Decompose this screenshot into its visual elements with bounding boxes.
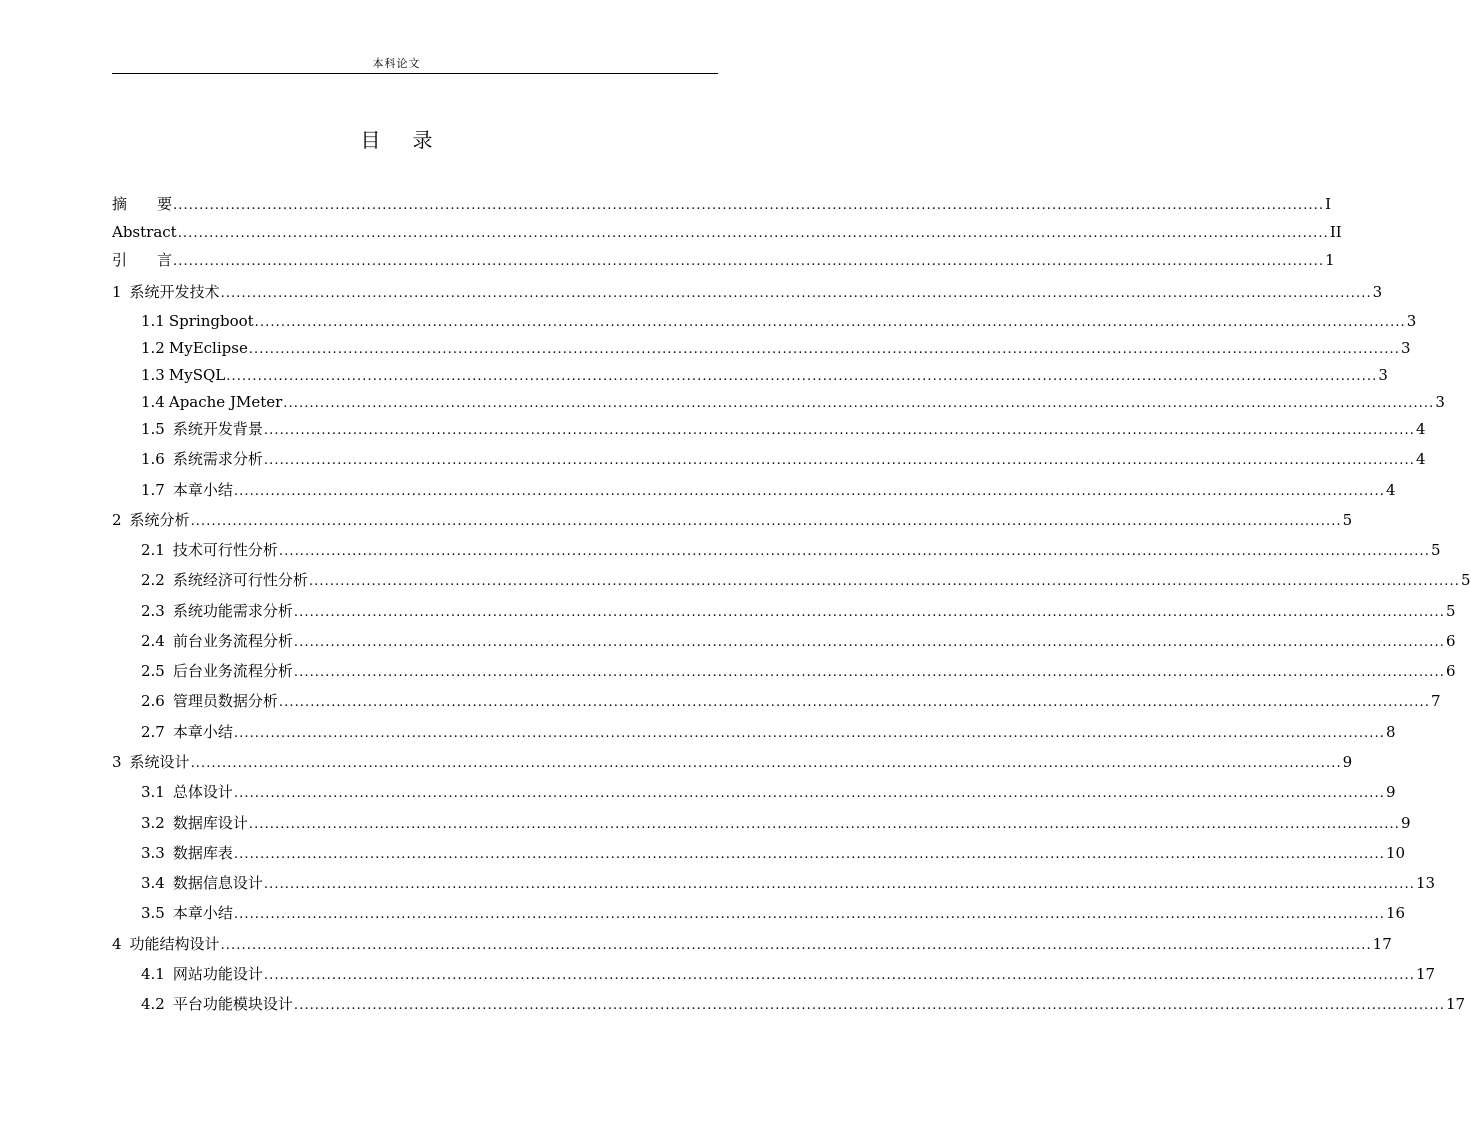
toc-entry[interactable] [141, 720, 1396, 742]
dot-leader: ............................................................................................................................................................................................................................ [233, 907, 1385, 922]
toc-entry-page: 8 [1385, 723, 1396, 741]
toc-entry-page: 3 [1372, 283, 1383, 301]
toc-entry-label: 系统开发背景 [172, 420, 263, 438]
toc-entry[interactable] [141, 309, 1417, 331]
toc-entry-page: 7 [1430, 692, 1441, 710]
toc-entry-number: 2.7 [141, 723, 165, 741]
toc-entry[interactable] [112, 280, 1383, 302]
toc-entry-label: 管理员数据分析 [172, 692, 278, 710]
dot-leader: ............................................................................................................................................................................................................................ [254, 315, 1406, 330]
toc-entry-label: 系统功能需求分析 [172, 602, 293, 620]
dot-leader: ............................................................................................................................................................................................................................ [226, 369, 1378, 384]
toc-entry-number: 3 [112, 753, 122, 771]
toc-entry-page: 5 [1342, 511, 1353, 529]
toc-entry-page: 3 [1400, 339, 1411, 357]
toc-entry[interactable] [141, 659, 1456, 681]
toc-entry-number: 2.3 [141, 602, 165, 620]
dot-leader: ............................................................................................................................................................................................................................ [233, 484, 1385, 499]
dot-leader: ............................................................................................................................................................................................................................ [293, 665, 1445, 680]
toc-entry-number: 3.2 [141, 814, 165, 832]
dot-leader: ............................................................................................................................................................................................................................ [293, 998, 1445, 1013]
toc-entry[interactable] [141, 336, 1411, 358]
toc-entry-number: 1.3 [141, 366, 165, 384]
toc-entry-number: 1.2 [141, 339, 165, 357]
dot-leader: ............................................................................................................................................................................................................................ [233, 786, 1385, 801]
toc-entry-page: 3 [1406, 312, 1417, 330]
toc-entry-number: 2 [112, 511, 122, 529]
dot-leader: ............................................................................................................................................................................................................................ [173, 198, 1325, 213]
toc-entry[interactable] [141, 390, 1445, 412]
dot-leader: ............................................................................................................................................................................................................................ [278, 695, 1430, 710]
toc-entry[interactable] [141, 992, 1466, 1014]
toc-entry-label: 总体设计 [172, 783, 233, 801]
toc-entry-number: 4.2 [141, 995, 165, 1013]
toc-entry[interactable] [141, 363, 1388, 385]
dot-leader: ............................................................................................................................................................................................................................ [220, 938, 1372, 953]
dot-leader: ............................................................................................................................................................................................................................ [177, 226, 1329, 241]
toc-entry[interactable] [141, 538, 1441, 560]
toc-entry-number: 2.1 [141, 541, 165, 559]
toc-entry[interactable] [141, 811, 1411, 833]
toc-entry-number: 1 [112, 283, 122, 301]
toc-entry-label: 本章小结 [172, 481, 233, 499]
dot-leader: ............................................................................................................................................................................................................................ [248, 817, 1400, 832]
dot-leader: ............................................................................................................................................................................................................................ [293, 605, 1445, 620]
toc-entry[interactable] [112, 248, 1335, 270]
toc-entry-page: 4 [1385, 481, 1396, 499]
toc-entry-number: 3.1 [141, 783, 165, 801]
toc-entry-label: Apache JMeter [168, 393, 283, 411]
toc-entry-page: 4 [1415, 450, 1426, 468]
toc-entry-number: 3.5 [141, 904, 165, 922]
toc-entry-label: MyEclipse [168, 339, 248, 357]
toc-entry-page: 6 [1445, 662, 1456, 680]
toc-entry-page: 16 [1385, 904, 1406, 922]
toc-entry[interactable] [112, 508, 1353, 530]
toc-title-char-1: 目 [360, 128, 381, 152]
toc-entry-label: 技术可行性分析 [172, 541, 278, 559]
toc-entry-page: II [1329, 223, 1342, 241]
toc-entry[interactable] [112, 192, 1332, 214]
dot-leader: ............................................................................................................................................................................................................................ [248, 342, 1400, 357]
dot-leader: ............................................................................................................................................................................................................................ [263, 423, 1415, 438]
toc-entry-page: 6 [1445, 632, 1456, 650]
dot-leader: ............................................................................................................................................................................................................................ [190, 756, 1342, 771]
toc-entry[interactable] [141, 447, 1426, 469]
running-header: 本科论文 [372, 57, 421, 70]
toc-entry-page: 9 [1385, 783, 1396, 801]
toc-entry-label: 系统需求分析 [172, 450, 263, 468]
toc-entry-label: 后台业务流程分析 [172, 662, 293, 680]
toc-entry-page: 10 [1385, 844, 1406, 862]
toc-entry-page: 13 [1415, 874, 1436, 892]
toc-entry[interactable] [141, 962, 1436, 984]
toc-entry-page: I [1325, 195, 1332, 213]
toc-entry-number: 1.5 [141, 420, 165, 438]
toc-entry-number: 2.5 [141, 662, 165, 680]
toc-entry[interactable] [141, 901, 1406, 923]
toc-entry-page: 3 [1435, 393, 1445, 411]
toc-entry-label: MySQL [168, 366, 226, 384]
toc-entry-page: 5 [1460, 571, 1471, 589]
toc-entry-label: Springboot [168, 312, 254, 330]
toc-entry[interactable] [141, 478, 1396, 500]
toc-entry-label: 摘 要 [112, 195, 173, 213]
toc-title-char-2: 录 [412, 128, 433, 152]
dot-leader: ............................................................................................................................................................................................................................ [220, 286, 1372, 301]
toc-entry-label: 引 言 [112, 251, 173, 269]
toc-entry-page: 17 [1372, 935, 1392, 953]
toc-entry-page: 5 [1430, 541, 1441, 559]
toc-entry[interactable] [141, 599, 1456, 621]
toc-entry-label: Abstract [112, 223, 177, 241]
toc-entry[interactable] [141, 841, 1406, 863]
toc-entry-number: 1.4 [141, 393, 165, 411]
toc-entry-number: 1.6 [141, 450, 165, 468]
toc-entry-label: 系统分析 [129, 511, 190, 529]
toc-entry[interactable] [141, 871, 1436, 893]
toc-entry-label: 系统设计 [129, 753, 190, 771]
dot-leader: ............................................................................................................................................................................................................................ [233, 726, 1385, 741]
dot-leader: ............................................................................................................................................................................................................................ [293, 635, 1445, 650]
toc-entry-number: 3.4 [141, 874, 165, 892]
toc-entry-label: 数据库设计 [172, 814, 248, 832]
toc-entry[interactable] [112, 750, 1353, 772]
toc-entry-label: 前台业务流程分析 [172, 632, 293, 650]
toc-entry-number: 1.1 [141, 312, 165, 330]
dot-leader: ............................................................................................................................................................................................................................ [263, 453, 1415, 468]
toc-entry-page: 9 [1400, 814, 1411, 832]
toc-entry[interactable] [112, 932, 1392, 954]
toc-entry-label: 平台功能模块设计 [172, 995, 293, 1013]
toc-entry[interactable] [141, 629, 1456, 651]
dot-leader: ............................................................................................................................................................................................................................ [283, 396, 1435, 411]
toc-entry-page: 5 [1445, 602, 1456, 620]
toc-entry[interactable] [112, 220, 1342, 242]
toc-entry[interactable] [141, 689, 1441, 711]
toc-entry-label: 本章小结 [172, 904, 233, 922]
dot-leader: ............................................................................................................................................................................................................................ [233, 847, 1385, 862]
toc-entry-page: 9 [1342, 753, 1353, 771]
toc-entry-page: 4 [1415, 420, 1426, 438]
toc-entry-number: 3.3 [141, 844, 165, 862]
toc-entry[interactable] [141, 780, 1396, 802]
toc-entry-label: 数据信息设计 [172, 874, 263, 892]
toc-entry-label: 数据库表 [172, 844, 233, 862]
toc-entry-number: 2.2 [141, 571, 165, 589]
dot-leader: ............................................................................................................................................................................................................................ [173, 254, 1325, 269]
toc-entry-page: 17 [1415, 965, 1436, 983]
toc-entry-number: 4 [112, 935, 122, 953]
dot-leader: ............................................................................................................................................................................................................................ [190, 514, 1342, 529]
toc-entry-number: 2.4 [141, 632, 165, 650]
toc-entry-label: 本章小结 [172, 723, 233, 741]
toc-entry[interactable] [141, 568, 1471, 590]
toc-entry-label: 功能结构设计 [129, 935, 220, 953]
toc-entry-page: 17 [1445, 995, 1466, 1013]
toc-entry-page: 3 [1378, 366, 1388, 384]
toc-entry[interactable] [141, 417, 1426, 439]
toc-entry-label: 系统开发技术 [129, 283, 220, 301]
toc-entry-number: 2.6 [141, 692, 165, 710]
toc-entry-page: 1 [1325, 251, 1335, 269]
toc-entry-label: 系统经济可行性分析 [172, 571, 308, 589]
toc-entry-number: 1.7 [141, 481, 165, 499]
toc-entry-label: 网站功能设计 [172, 965, 263, 983]
dot-leader: ............................................................................................................................................................................................................................ [308, 574, 1460, 589]
dot-leader: ............................................................................................................................................................................................................................ [278, 544, 1430, 559]
dot-leader: ............................................................................................................................................................................................................................ [263, 877, 1415, 892]
dot-leader: ............................................................................................................................................................................................................................ [263, 968, 1415, 983]
toc-entry-number: 4.1 [141, 965, 165, 983]
